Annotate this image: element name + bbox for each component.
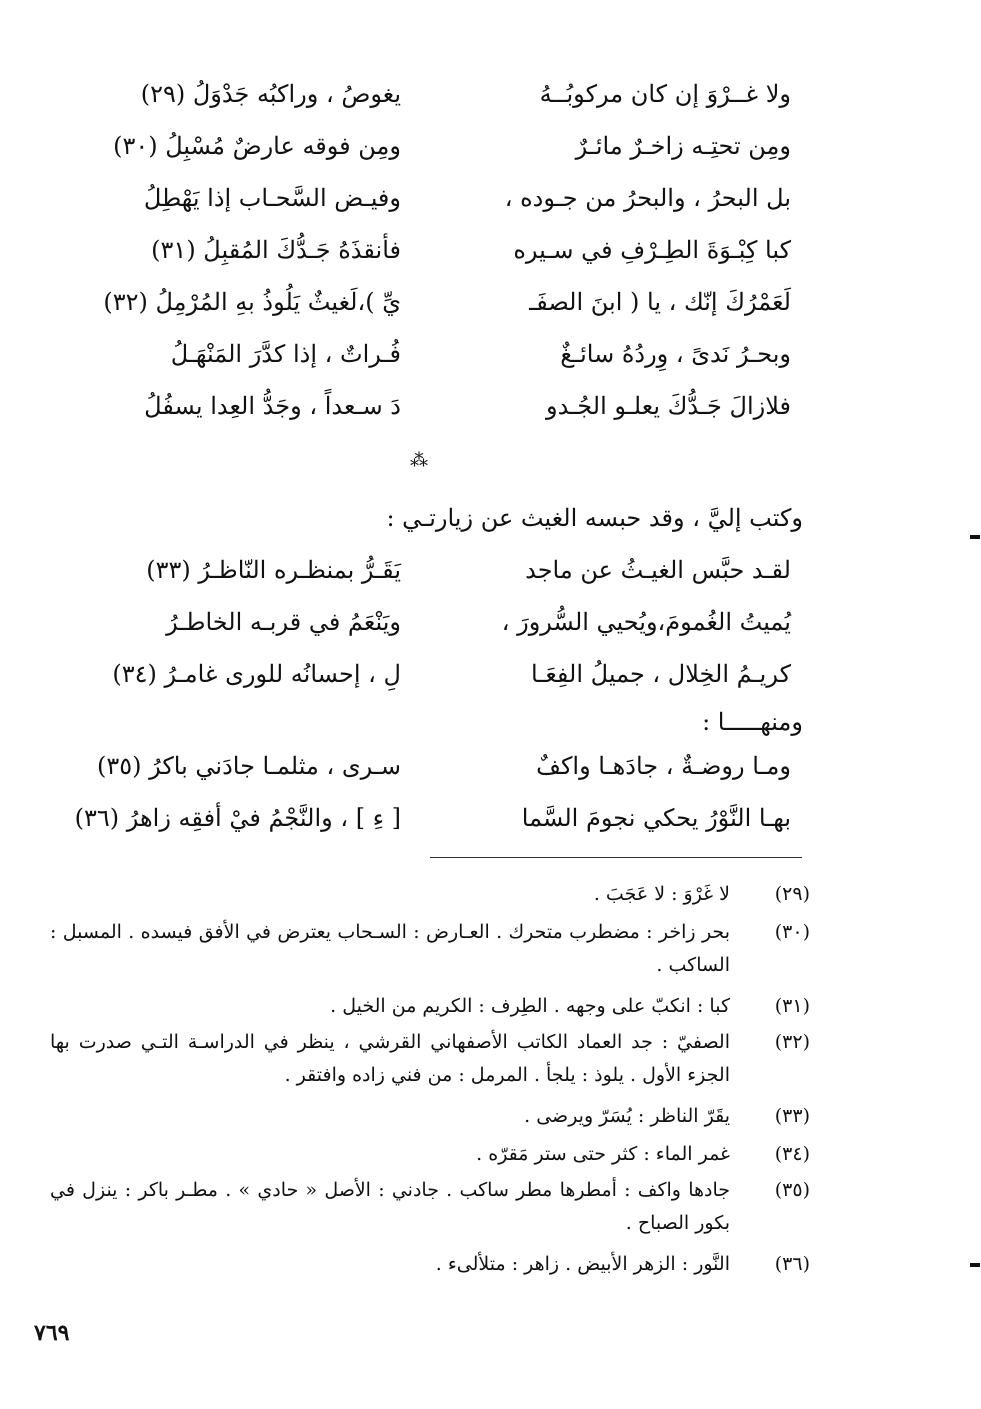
footnote-number: (٣٢) bbox=[774, 1031, 810, 1053]
footnote bbox=[50, 1248, 810, 1281]
footnote bbox=[50, 1174, 810, 1240]
hemistich-second: يِّ )،لَغيثٌ يَلُوذُ بهِ المُرْمِلُ (٣٢) bbox=[103, 288, 401, 316]
footnote-text: بحر زاخر : مضطرب متحرك . العـارض : السـحاب يعترض في الأفق فيسده . المسبل : الساكب . bbox=[50, 921, 730, 976]
hemistich-second: فُـراتٌ ، إذا كدَّرَ المَنْهَـلُ bbox=[170, 340, 401, 368]
footnote bbox=[50, 878, 810, 911]
hemistich-first: لَعَمْرُكَ إنّك ، يا ( ابنَ الصفَـ bbox=[529, 288, 791, 316]
hemistich-second: يغوصُ ، وراكبُه جَدْوَلُ (٢٩) bbox=[140, 80, 401, 108]
hemistich-first: لقـد حبَّس الغيـثُ عن ماجد bbox=[525, 556, 791, 584]
footnote-text: يقَرّ الناظر : يُسَرّ ويرضى . bbox=[524, 1105, 730, 1127]
hemistich-second: دَ سـعداً ، وجَدُّ العِدا يسفُلُ bbox=[144, 392, 401, 420]
hemistich-second: يَقَـرُّ بمنظـره النّاظـرُ (٣٣) bbox=[146, 556, 401, 584]
hemistich-first: ومِن تحتِـه زاخـرٌ مائـرٌ bbox=[575, 132, 791, 160]
footnote bbox=[50, 1138, 810, 1171]
footnote bbox=[50, 1026, 810, 1092]
footnote-number: (٣٦) bbox=[774, 1253, 810, 1275]
hemistich-second: ويَنْعَمُ في قربـه الخاطـرُ bbox=[166, 608, 401, 636]
hemistich-second: ومِن فوقه عارضٌ مُسْبِلُ (٣٠) bbox=[113, 132, 401, 160]
verse-9 bbox=[0, 602, 981, 654]
footnote-number: (٣١) bbox=[774, 995, 810, 1017]
hemistich-first: ولا غــرْوَ إن كان مركوبُــهُ bbox=[539, 80, 791, 108]
footnote-text: لا غَرْوَ : لا عَجَبَ . bbox=[593, 883, 730, 905]
verse-1 bbox=[0, 74, 981, 126]
intro-line-2: ومنهـــــا : bbox=[702, 708, 803, 736]
verse-5 bbox=[0, 282, 981, 334]
hemistich-first: وبحـرُ نَدىً ، وِردُهُ سائـغٌ bbox=[560, 340, 791, 368]
footnote-separator bbox=[430, 857, 802, 858]
footnote bbox=[50, 1100, 810, 1133]
footnote-text: غمر الماء : كثر حتى ستر مَقرّه . bbox=[476, 1143, 730, 1165]
hemistich-first: فلازالَ جَـدُّكَ يعلـو الجُـدو bbox=[546, 392, 791, 420]
verse-7 bbox=[0, 386, 981, 438]
footnote-number: (٣٣) bbox=[774, 1105, 810, 1127]
footnote-number: (٢٩) bbox=[774, 883, 810, 905]
verse-4 bbox=[0, 230, 981, 282]
poem-block-1 bbox=[0, 74, 981, 438]
hemistich-second: لِ ، إحسانُه للورى غامـرُ (٣٤) bbox=[112, 660, 401, 688]
hemistich-first: ومـا روضـةٌ ، جادَهـا واكفٌ bbox=[536, 752, 791, 780]
verse-10 bbox=[0, 654, 981, 706]
footnote-text: النَّور : الزهر الأبيض . زاهر : متلألىء . bbox=[435, 1253, 730, 1275]
intro-line: وكتب إليَّ ، وقد حبسه الغيث عن زيارتـي : bbox=[386, 504, 803, 532]
verse-12 bbox=[0, 798, 981, 850]
section-divider-stars: ⁂ bbox=[410, 450, 429, 471]
footnote bbox=[50, 990, 810, 1023]
hemistich-first: كبا كِبْـوَةَ الطِـرْفِ في سـيره bbox=[513, 236, 791, 264]
footnote-number: (٣٠) bbox=[774, 921, 810, 943]
footnote-number: (٣٤) bbox=[774, 1143, 810, 1165]
footnote-text: كبا : انكبّ على وجهه . الطِرف : الكريم من الخيل . bbox=[330, 995, 730, 1017]
hemistich-first: بهـا النَّوْرُ يحكي نجومَ السَّما bbox=[521, 804, 791, 832]
footnote bbox=[50, 916, 810, 982]
footnote-number: (٣٥) bbox=[774, 1179, 810, 1201]
verse-2 bbox=[0, 126, 981, 178]
footnote-text: جادها واكف : أمطرها مطر ساكب . جادني : الأصل « حادي » . مطـر باكر : ينزل في بكور الصباح . bbox=[50, 1179, 730, 1234]
hemistich-first: كريـمُ الخِلال ، جميلُ الفِعَـا bbox=[530, 660, 791, 688]
poem-block-3 bbox=[0, 746, 981, 850]
footnote-text: الصفيّ : جد العماد الكاتب الأصفهاني القرشي ، ينظر في الدراسـة التـي صدرت بها الجزء الأول . يلوذ : يلجأ . المرمل : من فني زاده وافتقر . bbox=[50, 1031, 730, 1086]
poem-block-2 bbox=[0, 550, 981, 706]
verse-3 bbox=[0, 178, 981, 230]
hemistich-second: سـرى ، مثلمـا جادَني باكرُ (٣٥) bbox=[96, 752, 401, 780]
margin-tick-mark bbox=[970, 1263, 980, 1267]
page-number: ٧٦٩ bbox=[34, 1320, 70, 1346]
hemistich-second: وفيـض السَّحـاب إذا يَهْطِلُ bbox=[143, 184, 401, 212]
margin-tick-mark bbox=[970, 535, 980, 539]
hemistich-first: يُميتُ الغُمومَ،ويُحيي السُّرورَ ، bbox=[501, 608, 791, 636]
verse-11 bbox=[0, 746, 981, 798]
verse-8 bbox=[0, 550, 981, 602]
verse-6 bbox=[0, 334, 981, 386]
hemistich-second: [ ءِ ] ، والنَّجْمُ فيْ أفقِه زاهرُ (٣٦) bbox=[74, 804, 401, 832]
hemistich-second: فأنقذَهُ جَـدُّكَ المُقبِلُ (٣١) bbox=[151, 236, 401, 264]
hemistich-first: بل البحرُ ، والبحرُ من جـوده ، bbox=[504, 184, 791, 212]
